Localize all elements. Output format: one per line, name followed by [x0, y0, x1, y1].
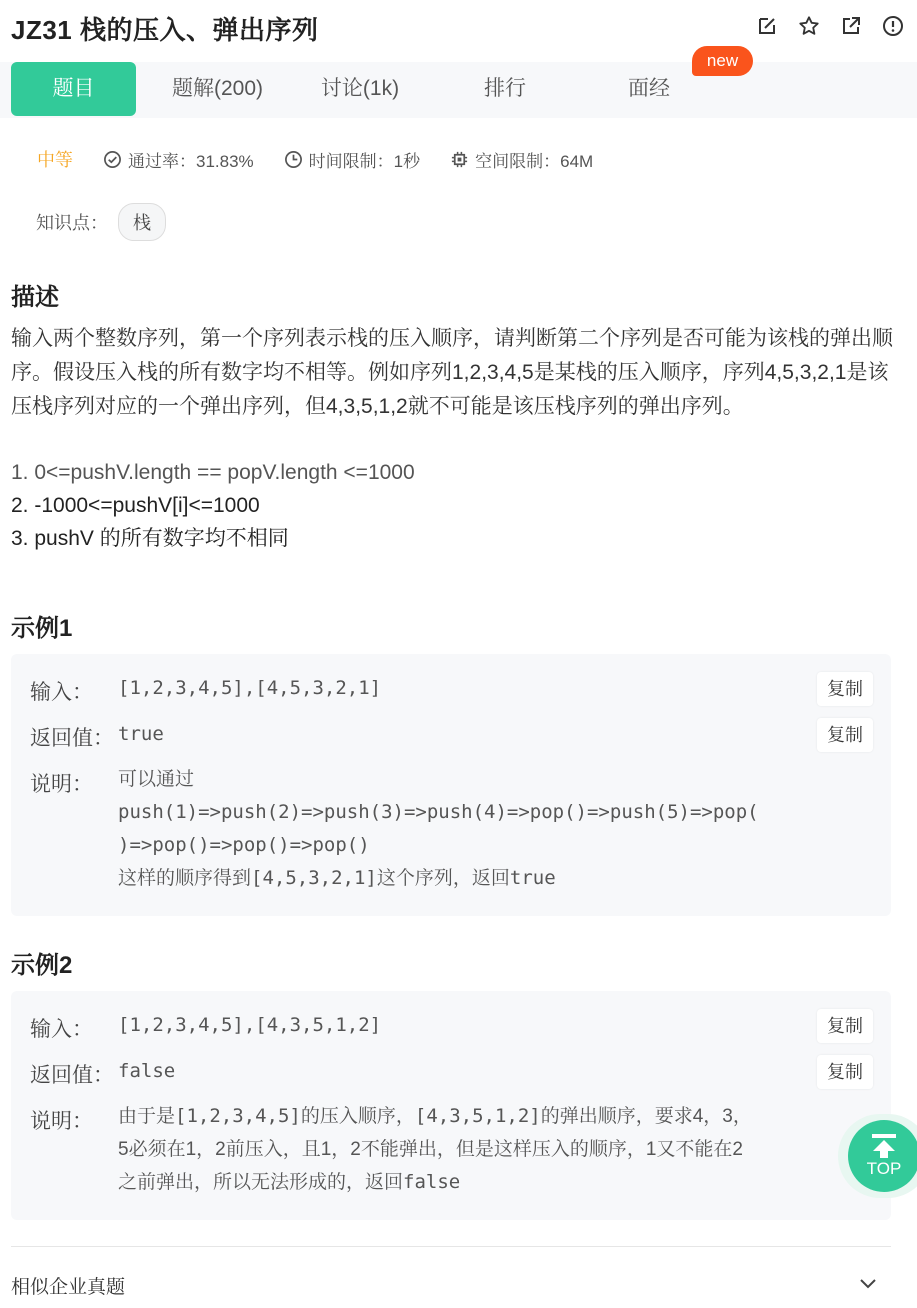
- info-icon[interactable]: [881, 14, 905, 38]
- star-icon[interactable]: [797, 14, 821, 38]
- title-bar: [0, 0, 917, 58]
- back-to-top-button[interactable]: [838, 1114, 917, 1198]
- output-label: 返回值：: [30, 727, 114, 750]
- explain-text: [118, 1100, 838, 1199]
- top-label: TOP: [866, 1159, 902, 1178]
- constraint-item: 1. 0<=pushV.length == popV.length <=1000: [11, 461, 415, 484]
- output-value: false: [118, 1060, 176, 1082]
- explain-line: push(1)=>push(2)=>push(3)=>push(4)=>pop()=>push(5)=>pop(: [118, 801, 759, 823]
- knowledge-label: 知识点：: [36, 213, 108, 233]
- external-link-icon[interactable]: [839, 14, 863, 38]
- knowledge-points: [36, 203, 166, 241]
- output-label: 返回值：: [30, 1064, 114, 1087]
- copy-button[interactable]: 复制: [817, 672, 873, 706]
- input-value: [1,2,3,4,5],[4,5,3,2,1]: [118, 677, 382, 699]
- explain-line: 由于是[1,2,3,4,5]的压入顺序，[4,3,5,1,2]的弹出顺序，要求4，3，: [118, 1105, 752, 1127]
- input-label: 输入：: [30, 681, 93, 704]
- output-value: true: [118, 723, 164, 745]
- problem-meta: [37, 146, 623, 172]
- explain-label: 说明：: [30, 773, 93, 796]
- chip-icon: [450, 150, 469, 169]
- arrow-up-icon: [869, 1133, 899, 1159]
- tab-ranking[interactable]: 排行: [484, 77, 526, 100]
- explain-line: 之前弹出，所以无法形成的，返回false: [118, 1171, 461, 1193]
- edit-icon[interactable]: [755, 14, 779, 38]
- copy-button[interactable]: 复制: [817, 1009, 873, 1043]
- tab-interview[interactable]: 面经: [628, 77, 670, 100]
- tab-solutions[interactable]: 题解(200): [171, 77, 264, 100]
- clock-icon: [284, 150, 303, 169]
- pass-rate: [103, 147, 254, 172]
- copy-button[interactable]: 复制: [817, 718, 873, 752]
- difficulty-label: 中等: [37, 150, 73, 170]
- explain-line: 这样的顺序得到[4,5,3,2,1]这个序列，返回true: [118, 867, 556, 889]
- time-limit: [284, 147, 420, 172]
- tag-chip[interactable]: 栈: [118, 203, 166, 241]
- new-badge: new: [692, 46, 753, 76]
- copy-button[interactable]: 复制: [817, 1055, 873, 1089]
- input-value: [1,2,3,4,5],[4,3,5,1,2]: [118, 1014, 382, 1036]
- title-actions: [755, 14, 905, 38]
- page-title: JZ31 栈的压入、弹出序列: [11, 15, 319, 45]
- space-limit: [450, 147, 593, 172]
- explain-text: [118, 763, 868, 895]
- tab-problem[interactable]: 题目: [11, 62, 136, 116]
- example1-heading: 示例1: [11, 615, 73, 642]
- divider: [11, 1246, 891, 1247]
- example2-heading: 示例2: [11, 952, 73, 979]
- explain-line: 可以通过: [118, 769, 195, 790]
- description-text: 输入两个整数序列，第一个序列表示栈的压入顺序，请判断第二个序列是否可能为该栈的弹出顺序。假设压入栈的所有数字均不相等。例如序列1,2,3,4,5是某栈的压入顺序，序列4,5,3,2,1是该压栈序列对应的一个弹出序列，但4,3,5,1,2就不可能是该压栈序列的弹出序列。: [11, 327, 893, 418]
- chevron-down-icon[interactable]: [858, 1276, 878, 1290]
- back-to-top-inner: [848, 1120, 917, 1192]
- explain-line: 5必须在1，2前压入，且1，2不能弹出，但是这样压入的顺序，1又不能在2: [118, 1139, 743, 1160]
- example2-box: [11, 991, 891, 1220]
- check-circle-icon: [103, 150, 122, 169]
- constraint-item: 3. pushV 的所有数字均不相同: [11, 527, 289, 550]
- explain-line: )=>pop()=>pop()=>pop(): [118, 834, 370, 856]
- space-limit-text: 空间限制：64M: [475, 151, 594, 171]
- constraint-item: 2. -1000<=pushV[i]<=1000: [11, 494, 260, 517]
- constraints-list: [11, 456, 415, 555]
- description-heading: 描述: [11, 284, 59, 311]
- similar-questions-label[interactable]: 相似企业真题: [11, 1277, 126, 1298]
- tab-bar: [0, 62, 917, 118]
- tab-discussion[interactable]: 讨论(1k): [320, 77, 400, 100]
- pass-rate-text: 通过率：31.83%: [128, 151, 254, 171]
- example1-box: [11, 654, 891, 916]
- time-limit-text: 时间限制：1秒: [308, 151, 421, 171]
- explain-label: 说明：: [30, 1110, 93, 1133]
- input-label: 输入：: [30, 1018, 93, 1041]
